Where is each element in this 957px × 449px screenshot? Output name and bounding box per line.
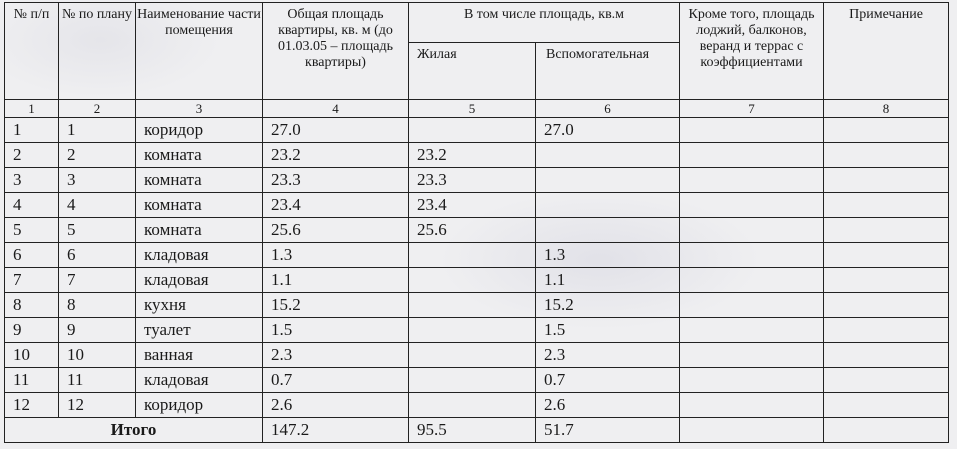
- loggia-area: [680, 368, 824, 393]
- column-number: 1: [5, 100, 59, 118]
- header-col4: Общая площадь квартиры, кв. м (до 01.03.05 – площадь квартиры): [263, 3, 409, 100]
- auxiliary-area: 2.3: [536, 343, 680, 368]
- auxiliary-area: 2.6: [536, 393, 680, 418]
- row-number: 2: [5, 143, 59, 168]
- column-number: 6: [536, 100, 680, 118]
- column-number: 3: [136, 100, 263, 118]
- totals-note: [824, 418, 949, 443]
- totals-total-area: 147.2: [263, 418, 409, 443]
- plan-number: 7: [59, 268, 136, 293]
- column-number: 8: [824, 100, 949, 118]
- loggia-area: [680, 393, 824, 418]
- column-numbers-row: [5, 100, 949, 118]
- living-area: [409, 293, 536, 318]
- living-area: [409, 243, 536, 268]
- note: [824, 143, 949, 168]
- auxiliary-area: 27.0: [536, 118, 680, 143]
- plan-number: 11: [59, 368, 136, 393]
- auxiliary-area: [536, 193, 680, 218]
- row-number: 10: [5, 343, 59, 368]
- room-name: кухня: [136, 293, 263, 318]
- loggia-area: [680, 343, 824, 368]
- room-name: кладовая: [136, 368, 263, 393]
- total-area: 23.4: [263, 193, 409, 218]
- note: [824, 243, 949, 268]
- room-name: комната: [136, 143, 263, 168]
- note: [824, 218, 949, 243]
- plan-number: 12: [59, 393, 136, 418]
- total-area: 1.5: [263, 318, 409, 343]
- column-number: 7: [680, 100, 824, 118]
- row-number: 9: [5, 318, 59, 343]
- plan-number: 2: [59, 143, 136, 168]
- row-number: 12: [5, 393, 59, 418]
- loggia-area: [680, 143, 824, 168]
- row-number: 1: [5, 118, 59, 143]
- room-name: коридор: [136, 393, 263, 418]
- auxiliary-area: 1.5: [536, 318, 680, 343]
- room-name: комната: [136, 168, 263, 193]
- row-number: 7: [5, 268, 59, 293]
- column-number: 5: [409, 100, 536, 118]
- loggia-area: [680, 243, 824, 268]
- header-col3: Наименование части помещения: [136, 3, 263, 100]
- row-number: 4: [5, 193, 59, 218]
- living-area: [409, 118, 536, 143]
- header-group: В том числе площадь, кв.м: [409, 3, 680, 43]
- plan-number: 9: [59, 318, 136, 343]
- plan-number: 1: [59, 118, 136, 143]
- room-name: коридор: [136, 118, 263, 143]
- area-table: [4, 2, 949, 443]
- totals-loggia-area: [680, 418, 824, 443]
- total-area: 0.7: [263, 368, 409, 393]
- plan-number: 6: [59, 243, 136, 268]
- living-area: [409, 368, 536, 393]
- living-area: 23.3: [409, 168, 536, 193]
- plan-number: 4: [59, 193, 136, 218]
- table-row: [5, 193, 949, 218]
- total-area: 1.3: [263, 243, 409, 268]
- header-col8: Примечание: [824, 3, 949, 100]
- table-row: [5, 368, 949, 393]
- living-area: 23.4: [409, 193, 536, 218]
- auxiliary-area: 1.1: [536, 268, 680, 293]
- plan-number: 5: [59, 218, 136, 243]
- row-number: 11: [5, 368, 59, 393]
- note: [824, 318, 949, 343]
- total-area: 25.6: [263, 218, 409, 243]
- auxiliary-area: [536, 218, 680, 243]
- table-row: [5, 393, 949, 418]
- note: [824, 118, 949, 143]
- table-row: [5, 343, 949, 368]
- note: [824, 293, 949, 318]
- column-number: 4: [263, 100, 409, 118]
- total-area: 23.3: [263, 168, 409, 193]
- note: [824, 168, 949, 193]
- room-name: кладовая: [136, 243, 263, 268]
- row-number: 3: [5, 168, 59, 193]
- totals-label: Итого: [5, 418, 263, 443]
- loggia-area: [680, 193, 824, 218]
- plan-number: 3: [59, 168, 136, 193]
- header-row-1: [5, 3, 949, 43]
- room-name: кладовая: [136, 268, 263, 293]
- living-area: [409, 268, 536, 293]
- totals-auxiliary-area: 51.7: [536, 418, 680, 443]
- note: [824, 193, 949, 218]
- total-area: 2.3: [263, 343, 409, 368]
- room-name: ванная: [136, 343, 263, 368]
- header-col5: Жилая: [409, 43, 536, 100]
- plan-number: 8: [59, 293, 136, 318]
- note: [824, 268, 949, 293]
- totals-row: [5, 418, 949, 443]
- loggia-area: [680, 218, 824, 243]
- room-name: комната: [136, 193, 263, 218]
- living-area: 23.2: [409, 143, 536, 168]
- table-row: [5, 218, 949, 243]
- table-row: [5, 143, 949, 168]
- total-area: 23.2: [263, 143, 409, 168]
- total-area: 27.0: [263, 118, 409, 143]
- column-number: 2: [59, 100, 136, 118]
- table-row: [5, 243, 949, 268]
- table-row: [5, 168, 949, 193]
- header-col7: Кроме того, площадь лоджий, балконов, веранд и террас с коэффициентами: [680, 3, 824, 100]
- living-area: [409, 318, 536, 343]
- header-col6: Вспомогательная: [536, 43, 680, 100]
- auxiliary-area: [536, 143, 680, 168]
- room-name: туалет: [136, 318, 263, 343]
- row-number: 6: [5, 243, 59, 268]
- total-area: 2.6: [263, 393, 409, 418]
- note: [824, 368, 949, 393]
- loggia-area: [680, 118, 824, 143]
- auxiliary-area: 1.3: [536, 243, 680, 268]
- table-row: [5, 318, 949, 343]
- row-number: 5: [5, 218, 59, 243]
- loggia-area: [680, 293, 824, 318]
- loggia-area: [680, 168, 824, 193]
- loggia-area: [680, 268, 824, 293]
- total-area: 15.2: [263, 293, 409, 318]
- auxiliary-area: 15.2: [536, 293, 680, 318]
- note: [824, 343, 949, 368]
- note: [824, 393, 949, 418]
- living-area: [409, 393, 536, 418]
- total-area: 1.1: [263, 268, 409, 293]
- plan-number: 10: [59, 343, 136, 368]
- living-area: 25.6: [409, 218, 536, 243]
- header-col1: № п/п: [5, 3, 59, 100]
- auxiliary-area: [536, 168, 680, 193]
- totals-living-area: 95.5: [409, 418, 536, 443]
- room-name: комната: [136, 218, 263, 243]
- table-row: [5, 118, 949, 143]
- header-col2: № по плану: [59, 3, 136, 100]
- loggia-area: [680, 318, 824, 343]
- table-row: [5, 293, 949, 318]
- auxiliary-area: 0.7: [536, 368, 680, 393]
- row-number: 8: [5, 293, 59, 318]
- living-area: [409, 343, 536, 368]
- table-row: [5, 268, 949, 293]
